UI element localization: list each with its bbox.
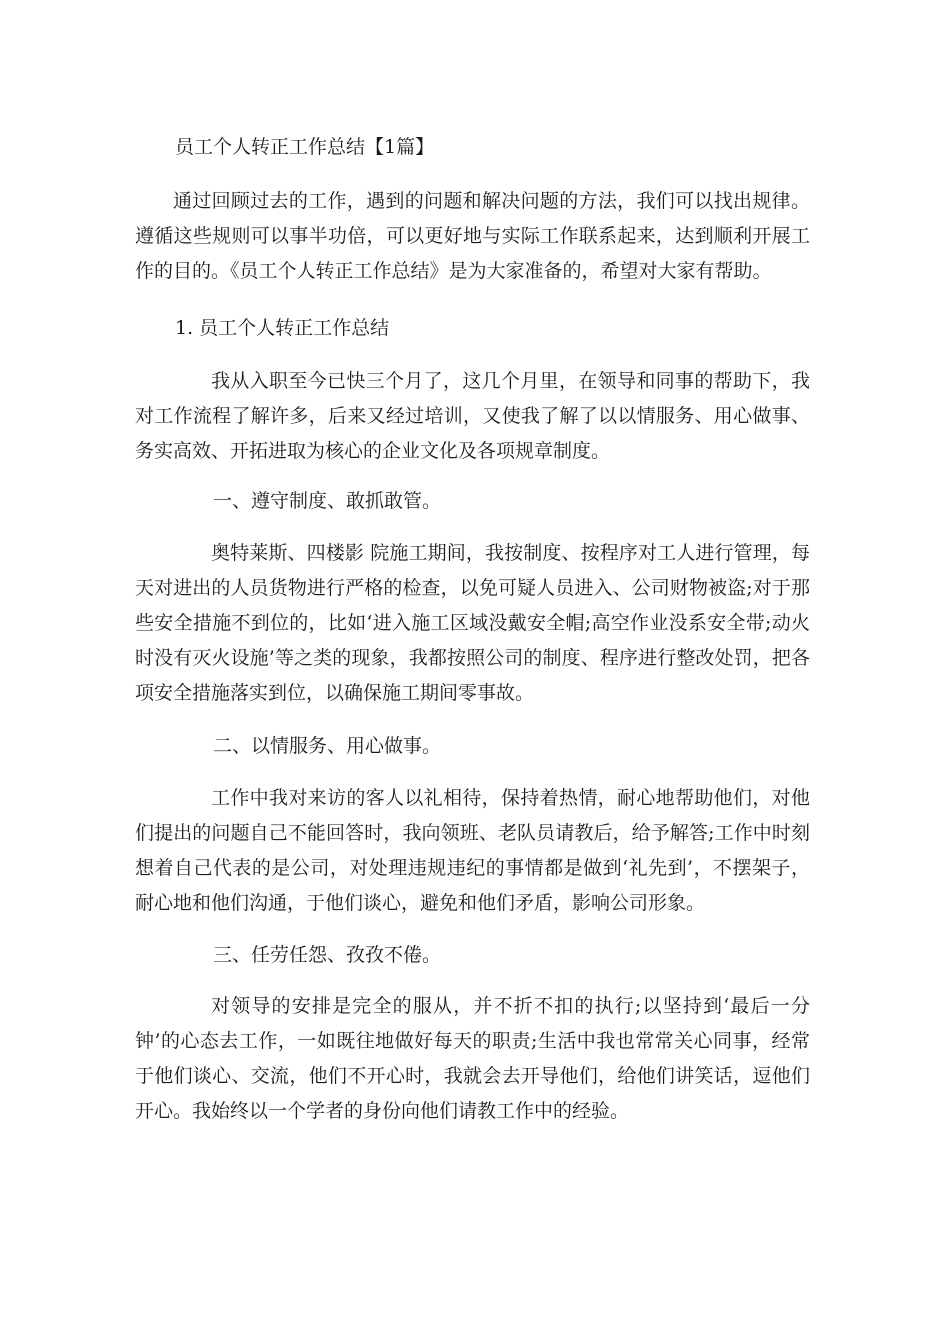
opening-paragraph: 我从入职至今已快三个月了，这几个月里，在领导和同事的帮助下，我对工作流程了解许多，后来又经过培训，又使我了解了以以情服务、用心做事、务实高效、开拓进取为核心的企业文化及各项规章制度。 — [135, 370, 810, 462]
document-title: 员工个人转正工作总结【1篇】 — [175, 136, 435, 158]
section-heading-1: 一、遵守制度、敢抓敢管。 — [213, 490, 442, 512]
section-heading-2: 二、以情服务、用心做事。 — [213, 735, 442, 757]
section-title: 1. 员工个人转正工作总结 — [175, 317, 390, 339]
section-body-2: 工作中我对来访的客人以礼相待，保持着热情，耐心地帮助他们，对他们提出的问题自己不能回答时，我向领班、老队员请教后，给予解答;工作中时刻想着自己代表的是公司，对处理违规违纪的事情都是做到‘礼先到’，不摆架子，耐心地和他们沟通，于他们谈心，避免和他们矛盾，影响公司形象。 — [135, 787, 810, 914]
section-heading-3: 三、任劳任怨、孜孜不倦。 — [213, 944, 442, 966]
section-body-1: 奥特莱斯、四楼影 院施工期间，我按制度、按程序对工人进行管理，每天对进出的人员货物进行严格的检查，以免可疑人员进入、公司财物被盗;对于那些安全措施不到位的，比如‘进入施工区域没戴安全帽;高空作业没系安全带;动火时没有灭火设施’等之类的现象，我都按照公司的制度、程序进行整改处罚，把各项安全措施落实到位，以确保施工期间零事故。 — [135, 542, 810, 704]
section-body-3: 对领导的安排是完全的服从，并不折不扣的执行;以坚持到‘最后一分钟’的心态去工作，一如既往地做好每天的职责;生活中我也常常关心同事，经常于他们谈心、交流，他们不开心时，我就会去开导他们，给他们讲笑话，逗他们开心。我始终以一个学者的身份向他们请教工作中的经验。 — [135, 995, 810, 1122]
intro-paragraph: 通过回顾过去的工作，遇到的问题和解决问题的方法，我们可以找出规律。遵循这些规则可以事半功倍，可以更好地与实际工作联系起来，达到顺利开展工作的目的。《员工个人转正工作总结》是为大家准备的，希望对大家有帮助。 — [135, 190, 810, 282]
